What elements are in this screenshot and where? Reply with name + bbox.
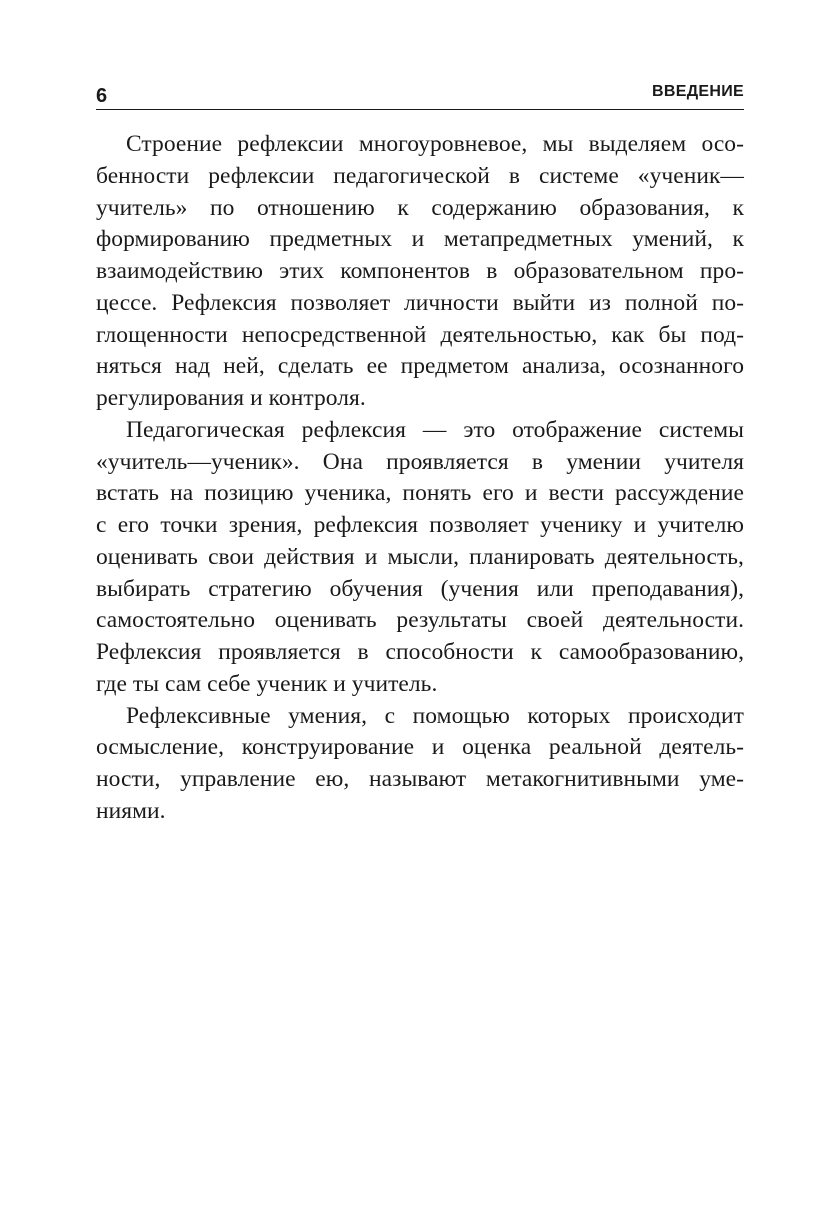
text-line: Строение рефлексии многоуровневое, мы выделяем осо- [126,131,744,157]
text-line: ниями. [96,797,166,824]
running-head: ВВЕДЕНИЕ [652,83,744,100]
text-line: глощенности непосредственной деятельностью, как бы под- [96,321,744,348]
text-line: где ты сам себе ученик и учитель. [96,670,438,697]
text-line: самостоятельно оценивать результаты своей деятельности. [96,607,744,634]
text-line: Рефлексия проявляется в способности к самообразованию, [96,639,744,665]
paragraph-3 [96,701,744,828]
text-line: цессе. Рефлексия позволяет личности выйти из полной по- [96,289,744,316]
text-line: регулирования и контроля. [96,385,366,411]
text-line: Педагогическая рефлексия — это отображение системы [126,416,744,443]
text-line: Рефлексивные умения, с помощью которых происходит [126,702,744,729]
text-line: выбирать стратегию обучения (учения или преподавания), [96,575,744,602]
text-line: взаимодействию этих компонентов в образовательном про- [96,258,744,284]
text-line: встать на позицию ученика, понять его и вести рассуждение [96,480,744,507]
text-line: бенности рефлексии педагогической в системе «ученик— [96,162,744,189]
paragraph-1 [96,129,744,415]
text-line: оценивать свои действия и мысли, планировать деятельность, [96,543,744,570]
text-line: осмысление, конструирование и оценка реальной деятель- [96,734,744,761]
text-line: учитель» по отношению к содержанию образования, к [96,194,744,221]
text-line: ности, управление ею, называют метакогнитивными уме- [96,766,744,792]
header-rule [96,109,744,110]
paragraph-2 [96,415,744,701]
page-number: 6 [96,85,108,107]
page-header [96,78,744,110]
body-text [96,129,744,828]
text-line: «учитель—ученик». Она проявляется в умении учителя [96,448,744,475]
text-line: няться над ней, сделать ее предметом анализа, осознанного [96,353,744,380]
text-line: с его точки зрения, рефлексия позволяет ученику и учителю [96,512,744,538]
text-line: формированию предметных и метапредметных умений, к [96,226,744,253]
